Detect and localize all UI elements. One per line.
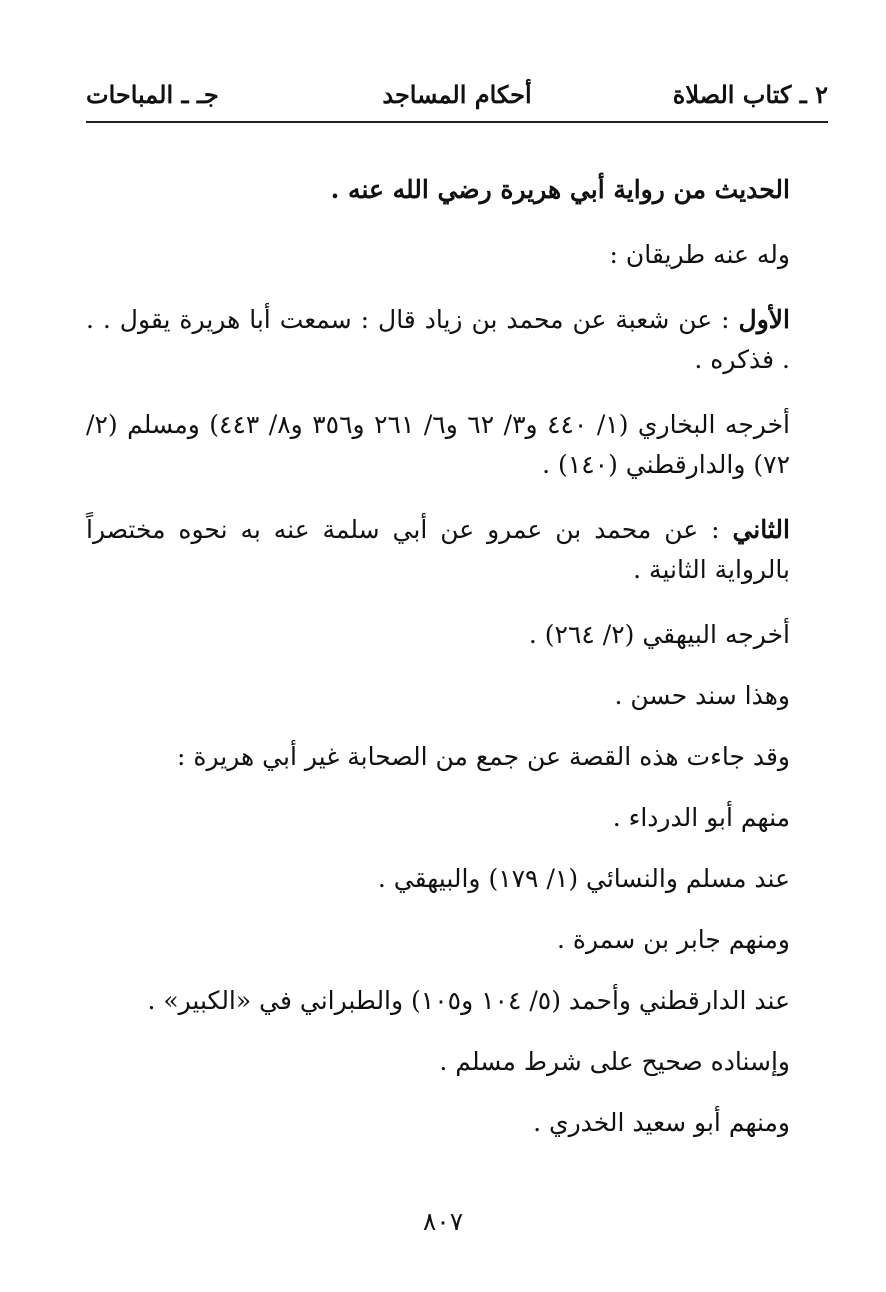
- second-path-text: : عن محمد بن عمرو عن أبي سلمة عنه به نحوه مختصراً بالرواية الثانية .: [86, 515, 790, 584]
- first-path-label: الأول: [738, 305, 790, 334]
- header-section-title: أحكام المساجد: [382, 80, 532, 109]
- paragraph-jabir: ومنهم جابر بن سمرة .: [556, 925, 790, 954]
- header-subsection-title: جـ ـ المباحات: [86, 80, 219, 109]
- paragraph-other-companions: وقد جاءت هذه القصة عن جمع من الصحابة غير أبي هريرة :: [177, 742, 790, 771]
- paragraph-bayhaqi-source: أخرجه البيهقي (٢/ ٢٦٤) .: [528, 620, 790, 649]
- paragraph-abu-darda: منهم أبو الدرداء .: [612, 803, 790, 832]
- paragraph-first-path: [86, 300, 790, 380]
- paragraph-abu-darda-sources: عند مسلم والنسائي (١/ ١٧٩) والبيهقي .: [377, 864, 790, 893]
- second-path-label: الثاني: [732, 515, 790, 544]
- page-number: ٨٠٧: [422, 1207, 464, 1236]
- page-body: [86, 170, 790, 1164]
- paragraph-paths-intro: وله عنه طريقان :: [609, 240, 790, 269]
- paragraph-abu-said: ومنهم أبو سعيد الخدري .: [533, 1108, 790, 1137]
- first-path-text: : عن شعبة عن محمد بن زياد قال : سمعت أبا هريرة يقول . . . فذكره .: [86, 305, 790, 374]
- paragraph-first-path-sources: أخرجه البخاري (١/ ٤٤٠ و٣/ ٦٢ و٦/ ٢٦١ و٣٥٦ و٨/ ٤٤٣) ومسلم (٢/ ٧٢) والدارقطني (١٤٠) .: [86, 410, 790, 479]
- paragraph-isnad-grade: وهذا سند حسن .: [614, 681, 790, 710]
- paragraph-jabir-grade: وإسناده صحيح على شرط مسلم .: [439, 1047, 790, 1076]
- header-chapter-title: ٢ ـ كتاب الصلاة: [672, 80, 828, 109]
- paragraph-hadith-source: الحديث من رواية أبي هريرة رضي الله عنه .: [330, 175, 790, 204]
- paragraph-second-path: [86, 510, 790, 590]
- header-divider: [86, 121, 828, 123]
- paragraph-jabir-sources: عند الدارقطني وأحمد (٥/ ١٠٤ و١٠٥) والطبراني في «الكبير» .: [147, 986, 790, 1015]
- running-header: [86, 78, 828, 122]
